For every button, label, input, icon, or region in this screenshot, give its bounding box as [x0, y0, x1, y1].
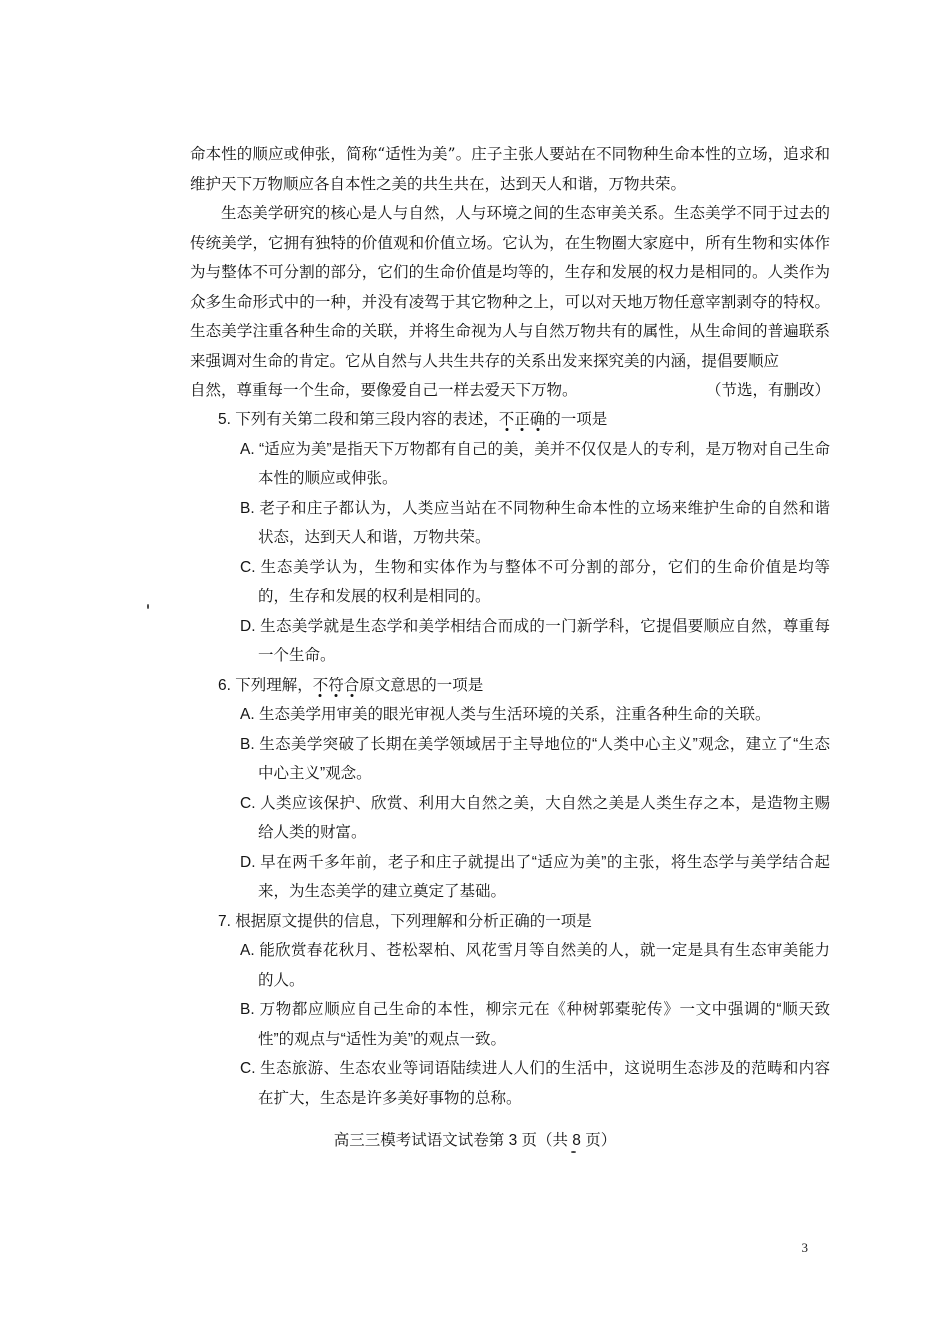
option-a: A. 生态美学用审美的眼光审视人类与生活环境的关系，注重各种生命的关联。 — [240, 706, 771, 723]
passage-paragraph-2: 生态美学研究的核心是人与自然，人与环境之间的生态审美关系。生态美学不同于过去的传统美学，它拥有独特的价值观和价值立场。它认为，在生物圈大家庭中，所有生物和实体作为与整体不可分割的部分，它们的生命价值是均等的，生存和发展的权力是相同的。人类作为众多生命形式中的一种，并没有凌驾于其它物种之上，可以对天地万物任意宰割剥夺的特权。生态美学注重各种生命的关联，并将生命视为人与自然万物共有的属性，从生命间的普遍联系来强调对生命的肯定。它从自然与人共生共存的关系出发来探究美的内涵，提倡要顺应 — [190, 204, 830, 370]
option-c: C. 生态美学认为，生物和实体作为与整体不可分割的部分，它们的生命价值是均等的，生存和发展的权利是相同的。 — [240, 558, 830, 605]
question-5 — [190, 405, 830, 671]
emphasis-char: 正 — [514, 411, 530, 428]
question-list — [190, 405, 830, 1113]
option-a: A. 能欣赏春花秋月、苍松翠柏、风花雪月等自然美的人，就一定是具有生态审美能力的人。 — [240, 942, 830, 989]
stem-text: 5. 下列有关第二段和第三段内容的表述， — [218, 411, 499, 428]
option-b: B. 万物都应顺应自己生命的本性，柳宗元在《种树郭橐驼传》一文中强调的“顺天致性”的观点与“适性为美”的观点一致。 — [240, 1001, 830, 1048]
stem-text: 6. 下列理解， — [218, 676, 313, 694]
question-stem — [218, 907, 830, 937]
emphasis-char: 不 — [498, 411, 515, 428]
option-a: A. “适应为美”是指天下万物都有自己的美，美并不仅仅是人的专利，是万物对自己生命本性的顺应或伸张。 — [240, 440, 830, 487]
question-7 — [190, 907, 830, 1114]
question-stem — [218, 405, 830, 435]
option-b: B. 生态美学突破了长期在美学领域居于主导地位的“人类中心主义”观念，建立了“生态中心主义”观念。 — [240, 735, 830, 782]
stem-emphasis — [499, 411, 546, 428]
stem-text: 7. 根据原文提供的信息，下列理解和分析正确的一项是 — [218, 912, 592, 930]
page-number: 3 — [801, 1240, 808, 1255]
source-note: （节选，有删改） — [705, 381, 830, 399]
option-d: D. 早在两千多年前，老子和庄子就提出了“适应为美”的主张，将生态学与美学结合起来，为生态美学的建立奠定了基础。 — [240, 853, 830, 900]
scan-speck — [147, 604, 149, 609]
option-b: B. 老子和庄子都认为，人类应当站在不同物种生命本性的立场来维护生命的自然和谐状态，达到天人和谐，万物共荣。 — [240, 499, 830, 546]
scan-speck — [571, 1151, 576, 1153]
emphasis-char: 合 — [343, 676, 360, 694]
passage-paragraph-1: 命本性的顺应或伸张，简称“适性为美”。庄子主张人要站在不同物种生命本性的立场，追求和维护天下万物顺应各自本性之美的共生共在，达到天人和谐，万物共荣。 — [190, 145, 830, 193]
stem-text: 的一项是 — [545, 411, 608, 428]
option-d: D. 生态美学就是生态学和美学相结合而成的一门新学科，它提倡要顺应自然，尊重每一个生命。 — [240, 617, 830, 664]
question-6 — [190, 671, 830, 907]
stem-text: 原文意思的一项是 — [359, 676, 484, 694]
page-footer: 高三三模考试语文试卷第 3 页（共 8 页） — [333, 1132, 617, 1149]
passage-last-line — [190, 376, 830, 406]
emphasis-char: 不 — [312, 676, 329, 694]
reading-passage — [190, 140, 830, 406]
stem-emphasis — [313, 677, 360, 694]
option-c: C. 人类应该保护、欣赏、利用大自然之美，大自然之美是人类生存之本，是造物主赐给人类的财富。 — [240, 794, 830, 841]
passage-paragraph-2-end: 自然，尊重每一个生命，要像爱自己一样去爱天下万物。 — [190, 381, 578, 399]
emphasis-char: 符 — [328, 676, 344, 694]
question-stem — [218, 671, 830, 701]
option-c: C. 生态旅游、生态农业等词语陆续进人人们的生活中，这说明生态涉及的范畴和内容在扩大，生态是许多美好事物的总称。 — [240, 1060, 830, 1107]
emphasis-char: 确 — [529, 411, 546, 428]
